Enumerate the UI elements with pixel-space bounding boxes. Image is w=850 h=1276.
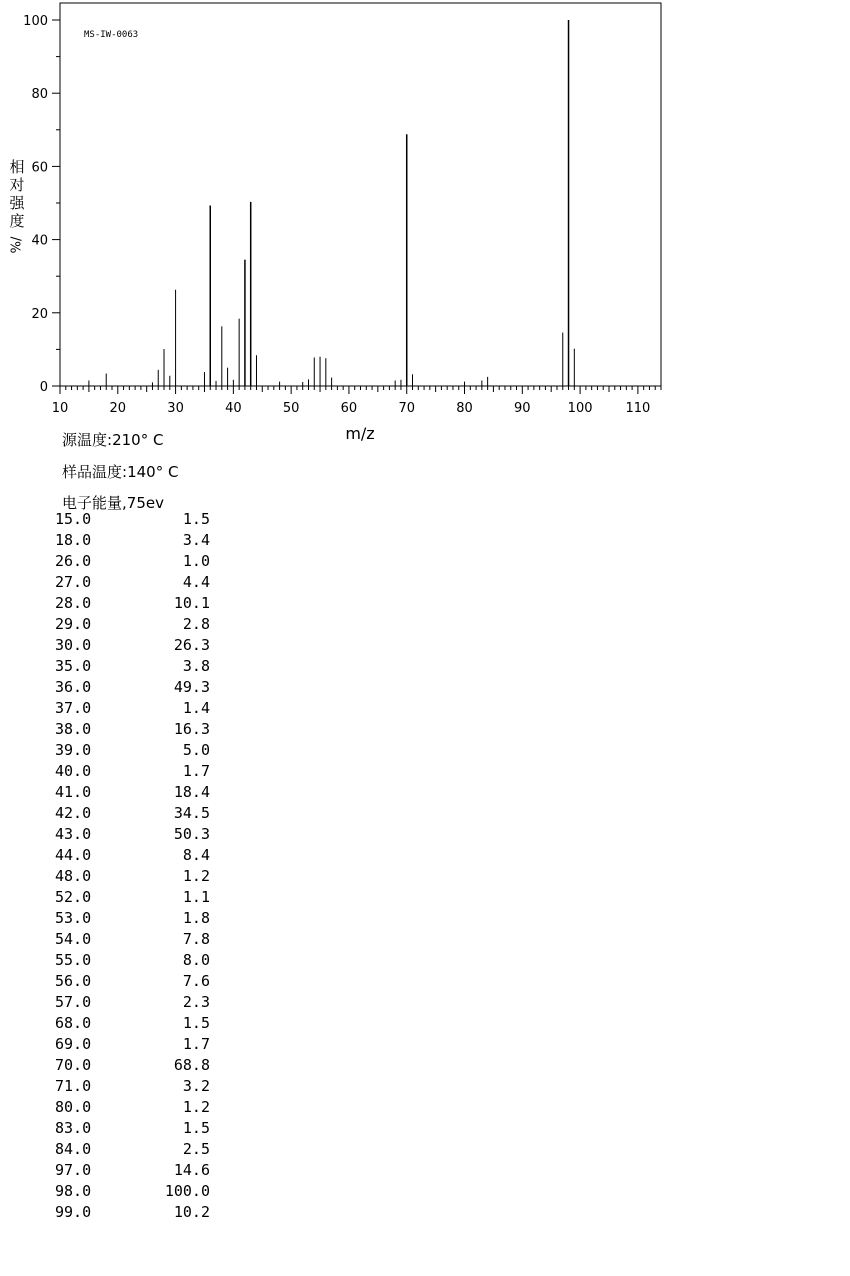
peak-mz: 52.0: [55, 888, 92, 906]
peak-mz: 56.0: [55, 972, 92, 990]
peak-intensity: 1.0: [182, 552, 210, 570]
x-tick-label: 50: [282, 401, 300, 416]
peak-mz: 18.0: [55, 531, 92, 549]
table-row: [55, 1181, 215, 1202]
peak-intensity: 3.2: [182, 1077, 210, 1095]
peak-mz: 68.0: [55, 1014, 92, 1032]
y-axis-label-char: 相: [9, 158, 25, 176]
peak-mz: 26.0: [55, 552, 92, 570]
peak-intensity: 18.4: [173, 783, 210, 801]
table-row: [55, 698, 215, 719]
table-row: [55, 1139, 215, 1160]
table-row: [55, 824, 215, 845]
x-tick-label: 10: [51, 401, 69, 416]
x-tick-label: 100: [567, 401, 593, 416]
table-row: [55, 1118, 215, 1139]
peak-mz: 44.0: [55, 846, 92, 864]
peak-mz: 15.0: [55, 510, 92, 528]
peak-mz: 54.0: [55, 930, 92, 948]
peak-mz: 80.0: [55, 1098, 92, 1116]
table-row: [55, 530, 215, 551]
table-row: [55, 509, 215, 530]
table-row: [55, 866, 215, 887]
peak-mz: 41.0: [55, 783, 92, 801]
peak-intensity: 3.4: [182, 531, 210, 549]
peak-intensity: 34.5: [173, 804, 210, 822]
peak-mz: 69.0: [55, 1035, 92, 1053]
peak-mz: 84.0: [55, 1140, 92, 1158]
peak-mz: 38.0: [55, 720, 92, 738]
table-row: [55, 1202, 215, 1223]
table-row: [55, 1034, 215, 1055]
table-row: [55, 719, 215, 740]
table-row: [55, 740, 215, 761]
y-axis-label-char: 度: [9, 212, 25, 230]
peak-mz: 29.0: [55, 615, 92, 633]
source-temperature-label: 源温度:: [62, 431, 113, 449]
sample-temperature-value: 140° C: [127, 463, 179, 481]
peak-intensity: 100.0: [164, 1182, 210, 1200]
peak-mz: 55.0: [55, 951, 92, 969]
peak-intensity: 14.6: [173, 1161, 210, 1179]
peak-mz: 28.0: [55, 594, 92, 612]
peak-intensity: 7.6: [182, 972, 210, 990]
peak-intensity: 1.8: [182, 909, 210, 927]
peak-intensity: 10.2: [173, 1203, 210, 1221]
mass-spectrum-chart: [0, 0, 680, 450]
x-axis-label: m/z: [345, 424, 375, 443]
peak-intensity: 1.5: [182, 510, 210, 528]
y-axis-label: [8, 158, 26, 254]
y-axis-label-char: 强: [9, 194, 25, 212]
peak-intensity: 1.7: [182, 1035, 210, 1053]
table-row: [55, 551, 215, 572]
peak-mz: 97.0: [55, 1161, 92, 1179]
electron-energy-label: 电子能量,: [62, 494, 127, 512]
peak-intensity: 1.2: [182, 1098, 210, 1116]
table-row: [55, 1055, 215, 1076]
electron-energy-value: 75ev: [126, 494, 164, 512]
peak-mz: 39.0: [55, 741, 92, 759]
peak-mz: 42.0: [55, 804, 92, 822]
peak-mz: 57.0: [55, 993, 92, 1011]
y-tick-label: 20: [31, 306, 48, 322]
peak-mz: 53.0: [55, 909, 92, 927]
peak-intensity: 3.8: [182, 657, 210, 675]
peak-mz: 71.0: [55, 1077, 92, 1095]
peak-intensity: 1.4: [182, 699, 210, 717]
peak-mz: 48.0: [55, 867, 92, 885]
y-axis-label-char: 对: [9, 176, 25, 194]
y-tick-label: 40: [31, 233, 48, 249]
table-row: [55, 803, 215, 824]
peak-intensity: 7.8: [182, 930, 210, 948]
source-temperature: [62, 429, 163, 450]
y-tick-label: 80: [31, 87, 48, 103]
table-row: [55, 971, 215, 992]
source-temperature-value: 210° C: [112, 431, 164, 449]
peak-intensity: 10.1: [173, 594, 210, 612]
table-row: [55, 887, 215, 908]
peak-intensity: 8.4: [182, 846, 210, 864]
table-row: [55, 635, 215, 656]
table-row: [55, 761, 215, 782]
peak-intensity: 4.4: [182, 573, 210, 591]
peak-mz: 83.0: [55, 1119, 92, 1137]
peak-intensity: 68.8: [173, 1056, 210, 1074]
peak-intensity: 2.3: [182, 993, 210, 1011]
peak-mz: 43.0: [55, 825, 92, 843]
y-axis-unit: %/: [8, 236, 24, 254]
table-row: [55, 845, 215, 866]
table-row: [55, 992, 215, 1013]
peak-mz: 98.0: [55, 1182, 92, 1200]
sample-temperature: [62, 461, 178, 482]
spectrum-code: MS-IW-0063: [84, 30, 139, 40]
table-row: [55, 1097, 215, 1118]
peak-mz: 30.0: [55, 636, 92, 654]
table-row: [55, 572, 215, 593]
peak-intensity: 16.3: [173, 720, 210, 738]
x-tick-label: 20: [109, 401, 127, 416]
x-tick-label: 70: [398, 401, 416, 416]
x-tick-label: 40: [225, 401, 242, 416]
peak-intensity: 2.5: [182, 1140, 210, 1158]
plot-frame: [60, 3, 661, 386]
peak-intensity: 5.0: [182, 741, 210, 759]
table-row: [55, 593, 215, 614]
peak-mz: 36.0: [55, 678, 92, 696]
peak-intensity: 1.1: [182, 888, 210, 906]
x-axis-ticks: [52, 386, 661, 416]
peak-intensity: 49.3: [173, 678, 210, 696]
table-row: [55, 950, 215, 971]
peak-intensity: 1.7: [182, 762, 210, 780]
peak-intensity: 2.8: [182, 615, 210, 633]
x-tick-label: 30: [167, 401, 184, 416]
table-row: [55, 908, 215, 929]
peak-mz: 99.0: [55, 1203, 92, 1221]
peak-mz: 37.0: [55, 699, 92, 717]
peak-intensity: 26.3: [173, 636, 210, 654]
peak-intensity: 8.0: [182, 951, 210, 969]
table-row: [55, 782, 215, 803]
table-row: [55, 1013, 215, 1034]
table-row: [55, 656, 215, 677]
table-row: [55, 1160, 215, 1181]
x-tick-label: 80: [456, 401, 473, 416]
sample-temperature-label: 样品温度:: [62, 463, 128, 481]
peak-mz: 70.0: [55, 1056, 92, 1074]
table-row: [55, 677, 215, 698]
peak-table: [55, 509, 215, 1223]
peak-mz: 40.0: [55, 762, 92, 780]
y-tick-label: 60: [31, 160, 48, 176]
y-tick-label: 100: [23, 14, 48, 29]
x-tick-label: 110: [625, 401, 651, 416]
spectrum-bars: [89, 20, 574, 386]
x-tick-label: 60: [340, 401, 358, 416]
peak-mz: 35.0: [55, 657, 92, 675]
table-row: [55, 929, 215, 950]
peak-intensity: 1.5: [182, 1014, 210, 1032]
table-row: [55, 1076, 215, 1097]
peak-intensity: 1.5: [182, 1119, 210, 1137]
peak-intensity: 1.2: [182, 867, 210, 885]
table-row: [55, 614, 215, 635]
peak-intensity: 50.3: [173, 825, 210, 843]
x-tick-label: 90: [514, 401, 531, 416]
y-axis-ticks: [23, 14, 60, 395]
y-tick-label: 0: [39, 380, 48, 395]
peak-mz: 27.0: [55, 573, 92, 591]
